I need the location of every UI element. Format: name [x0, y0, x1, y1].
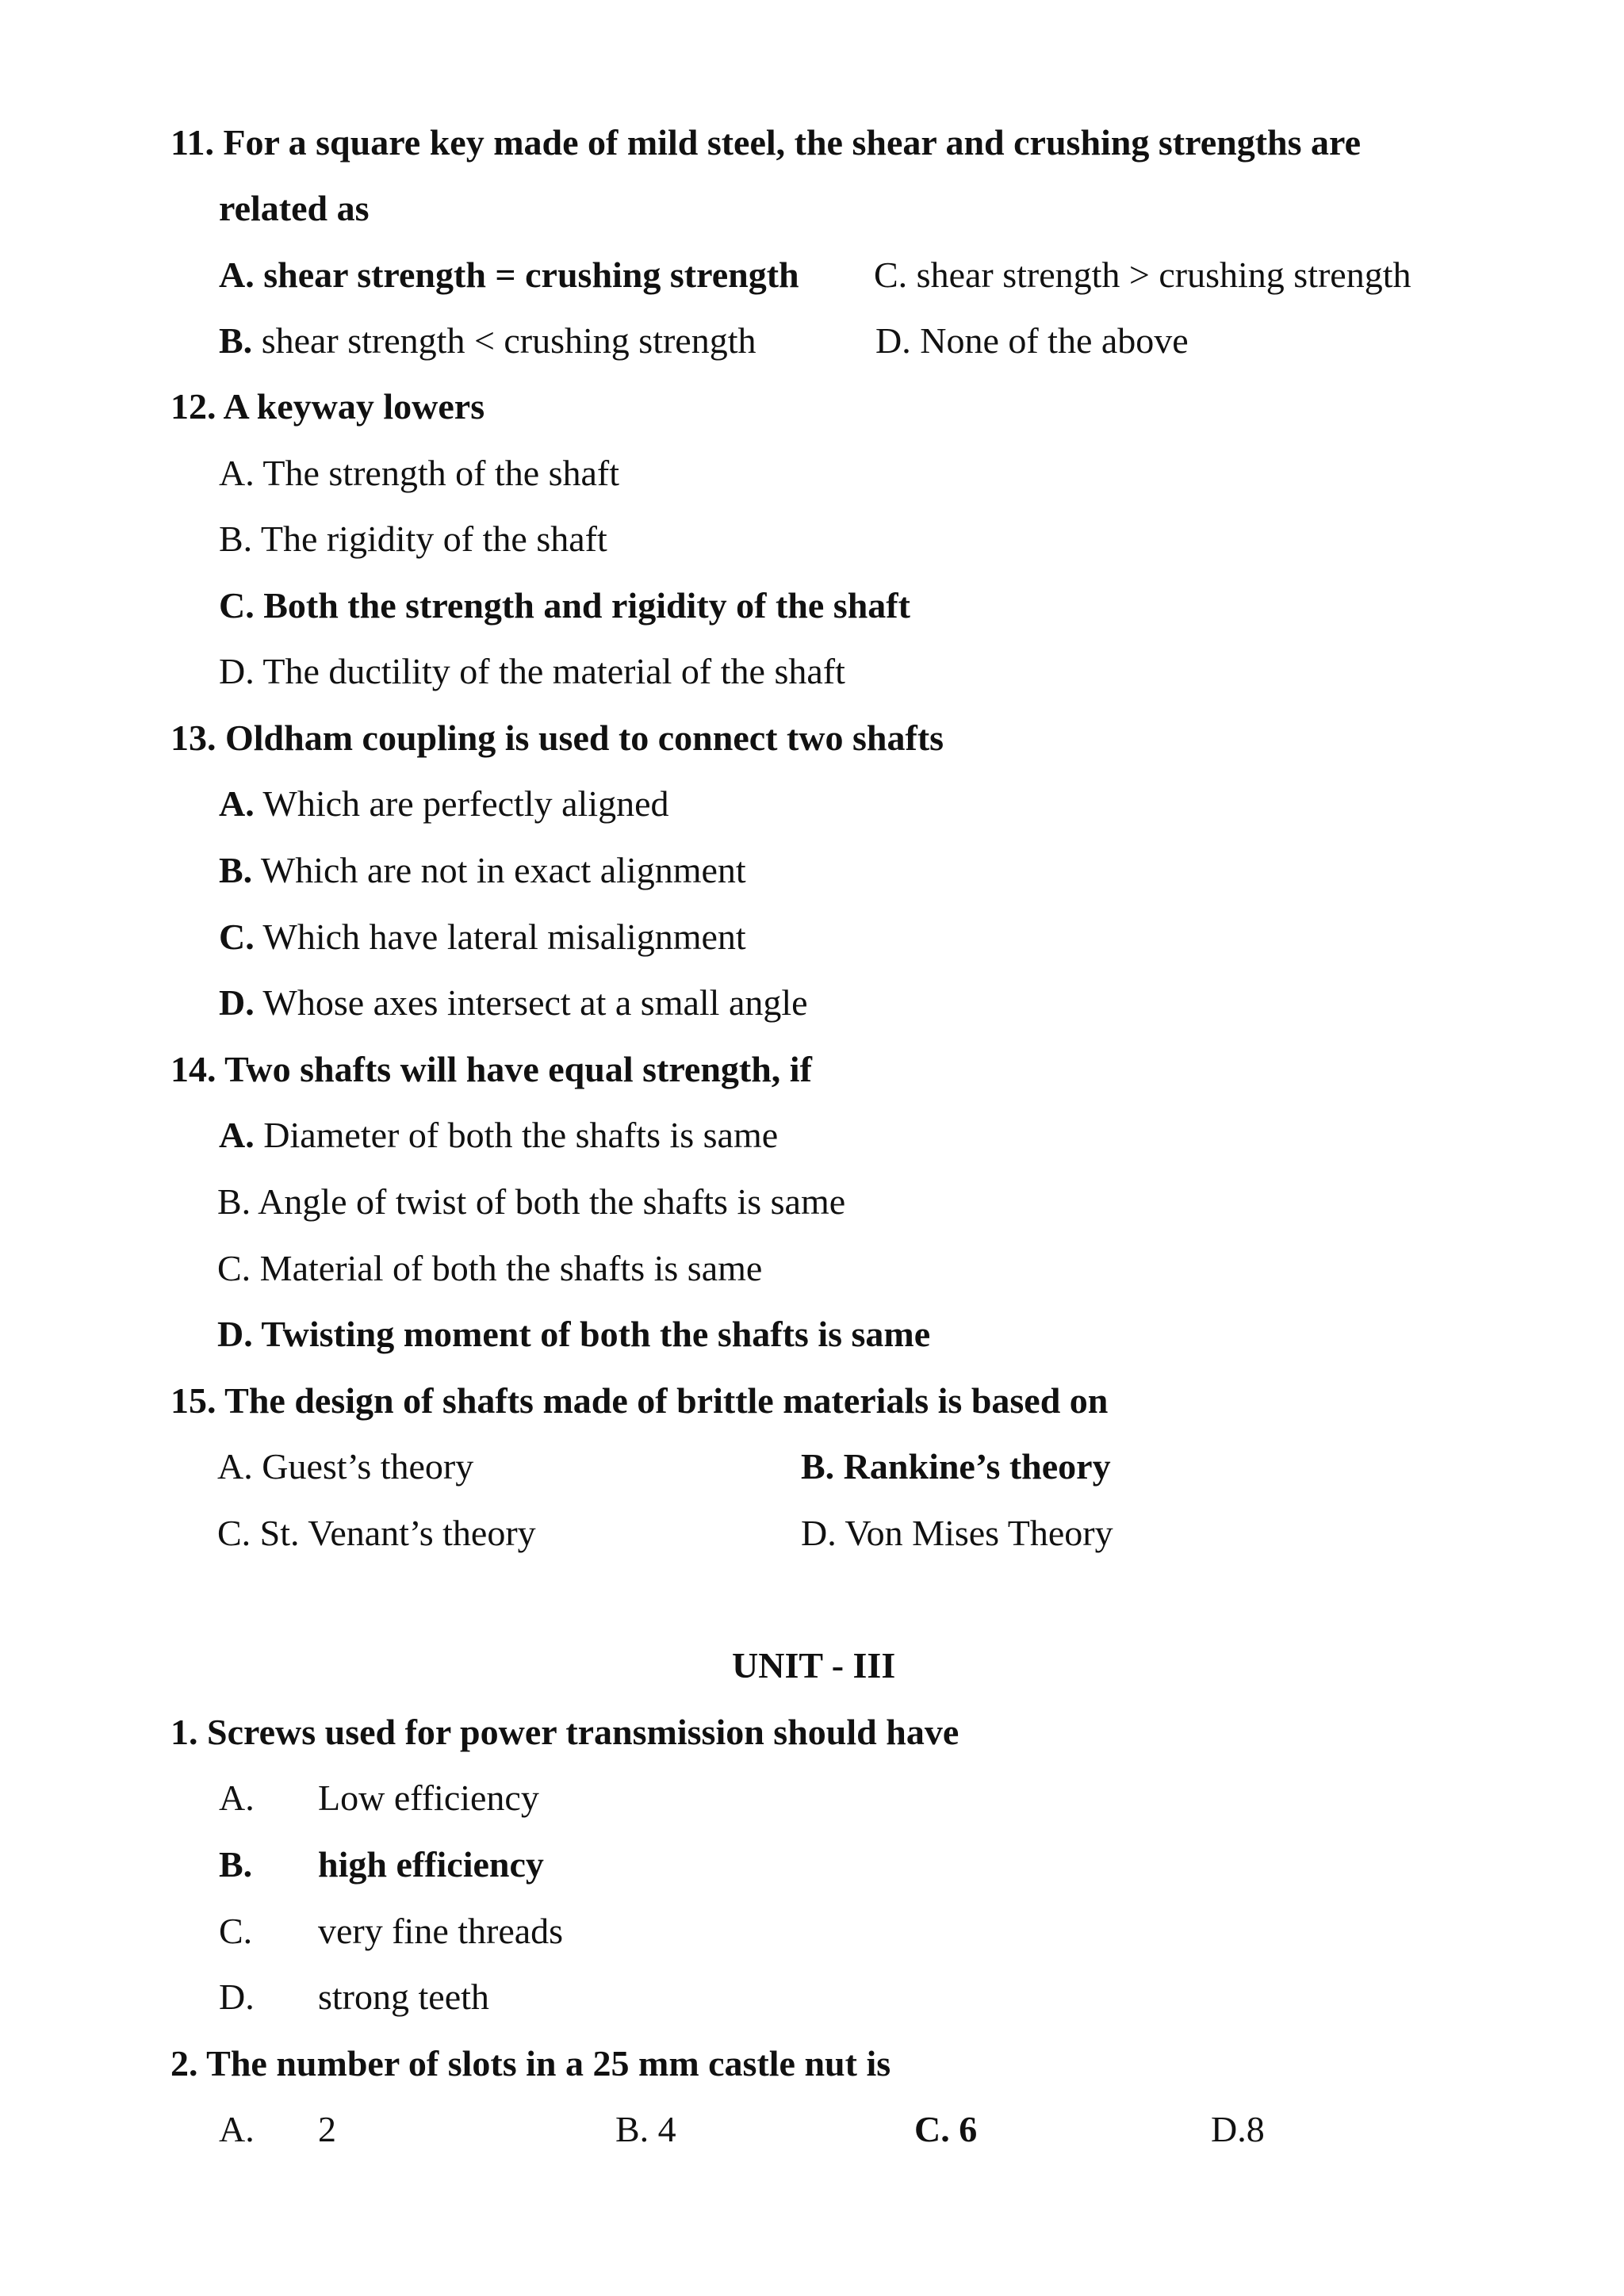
q13-option-a-text: Which are perfectly aligned	[254, 783, 669, 824]
q13-option-c	[219, 915, 746, 959]
q14-option-a	[219, 1113, 778, 1158]
q13-option-c-letter: C.	[219, 916, 255, 957]
q11-stem-line1: 11. For a square key made of mild steel, the shear and crushing strengths are	[170, 122, 1361, 163]
q13-option-d-letter: D.	[219, 982, 255, 1023]
q11-option-b	[219, 319, 756, 363]
q11-option-a: A. shear strength = crushing strength	[219, 254, 799, 295]
q13-option-b	[219, 848, 746, 893]
u3-q1-option-a-letter: A.	[219, 1777, 255, 1818]
q14-option-b: B. Angle of twist of both the shafts is same	[217, 1181, 846, 1222]
q13-stem: 13. Oldham coupling is used to connect two shafts	[170, 718, 944, 758]
q14-option-d: D. Twisting moment of both the shafts is same	[217, 1314, 931, 1354]
u3-q1-option-b-text: high efficiency	[318, 1844, 544, 1885]
u3-q2-option-c: C. 6	[914, 2109, 978, 2149]
q12-option-d: D. The ductility of the material of the shaft	[219, 651, 845, 691]
q12-option-c: C. Both the strength and rigidity of the shaft	[219, 585, 910, 626]
u3-q2-stem: 2. The number of slots in a 25 mm castle nut is	[170, 2043, 891, 2084]
q12-option-b: B. The rigidity of the shaft	[219, 519, 607, 559]
q13-option-d-text: Whose axes intersect at a small angle	[254, 982, 808, 1023]
q15-stem: 15. The design of shafts made of brittle materials is based on	[170, 1380, 1109, 1421]
u3-q1-option-c-letter: C.	[219, 1911, 253, 1951]
u3-q1-option-c-text: very fine threads	[318, 1911, 564, 1951]
u3-q2-option-a-text: 2	[318, 2109, 336, 2149]
q14-stem: 14. Two shafts will have equal strength, if	[170, 1049, 812, 1089]
q14-option-a-letter: A.	[219, 1115, 255, 1155]
q14-option-a-text: Diameter of both the shafts is same	[254, 1115, 779, 1155]
u3-q1-stem: 1. Screws used for power transmission should have	[170, 1712, 959, 1752]
q11-option-c: C. shear strength > crushing strength	[874, 254, 1411, 295]
unit-heading: UNIT - III	[732, 1645, 896, 1686]
q13-option-d	[219, 981, 808, 1025]
q14-option-c: C. Material of both the shafts is same	[217, 1248, 763, 1288]
q12-stem: 12. A keyway lowers	[170, 386, 485, 427]
q13-option-b-text: Which are not in exact alignment	[252, 850, 746, 890]
u3-q1-option-d-letter: D.	[219, 1976, 255, 2017]
q15-option-c: C. St. Venant’s theory	[217, 1513, 536, 1553]
u3-q1-option-b-letter: B.	[219, 1844, 253, 1885]
q11-option-b-text: shear strength < crushing strength	[252, 320, 756, 361]
q11-stem-line2: related as	[219, 188, 370, 228]
q13-option-b-letter: B.	[219, 850, 253, 890]
q13-option-a	[219, 782, 669, 826]
q11-option-d: D. None of the above	[875, 320, 1189, 361]
q13-option-a-letter: A.	[219, 783, 255, 824]
u3-q2-option-b: B. 4	[615, 2109, 676, 2149]
q11-option-b-letter: B.	[219, 320, 253, 361]
q15-option-b: B. Rankine’s theory	[801, 1446, 1111, 1487]
u3-q2-option-d: D.8	[1211, 2109, 1265, 2149]
u3-q1-option-a-text: Low efficiency	[318, 1777, 539, 1818]
q12-option-a: A. The strength of the shaft	[219, 453, 620, 493]
q15-option-d: D. Von Mises Theory	[801, 1513, 1113, 1553]
q15-option-a: A. Guest’s theory	[217, 1446, 474, 1487]
q13-option-c-text: Which have lateral misalignment	[254, 916, 746, 957]
u3-q1-option-d-text: strong teeth	[318, 1976, 489, 2017]
u3-q2-option-a-letter: A.	[219, 2109, 255, 2149]
